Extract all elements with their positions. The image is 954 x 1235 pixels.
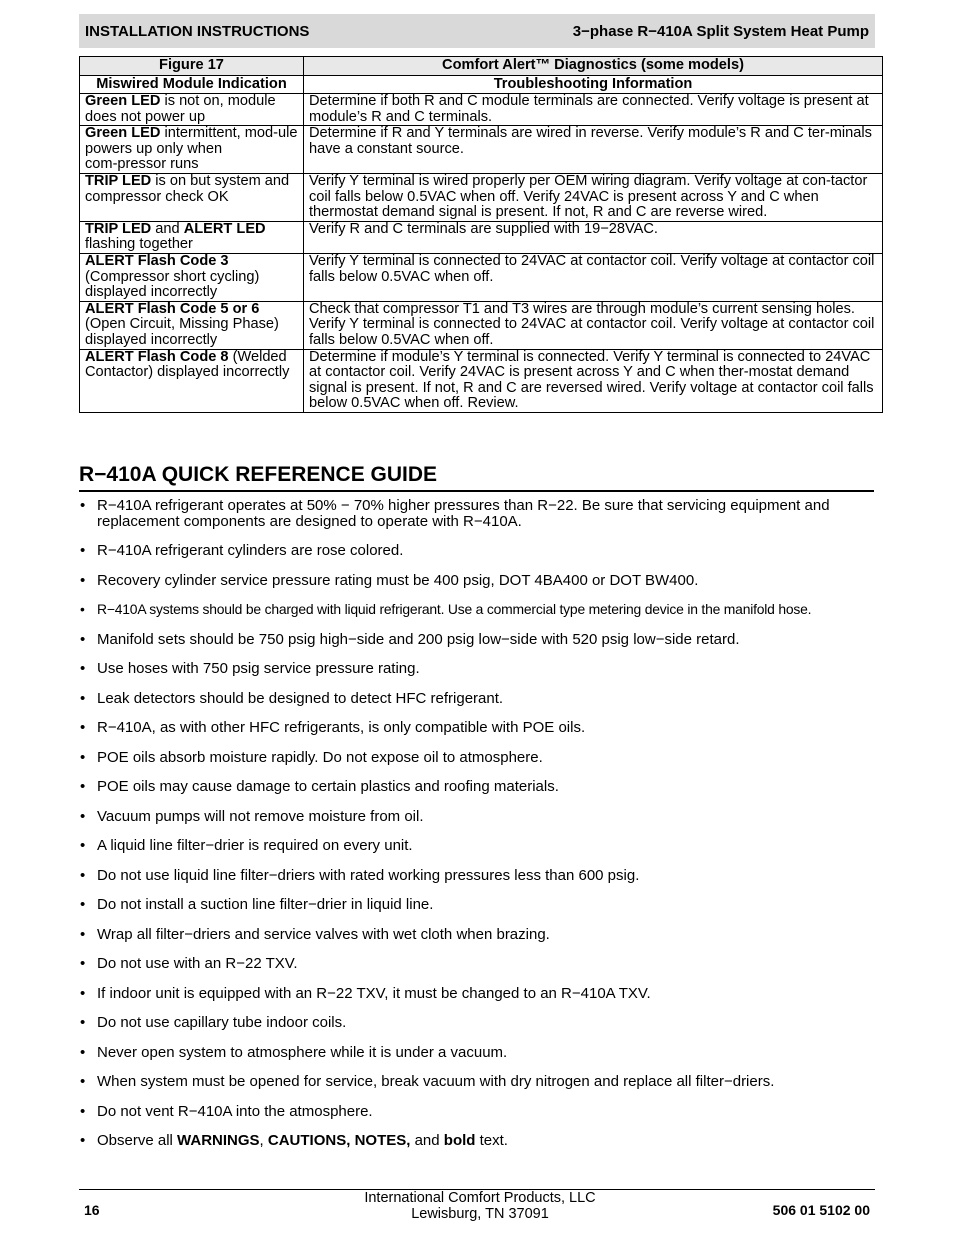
bullet-icon: • — [80, 542, 86, 559]
list-item-text: Never open system to atmosphere while it is under a vacuum. — [97, 1043, 508, 1061]
bullet-icon: • — [80, 1043, 86, 1061]
indication-bold-2: ALERT LED — [183, 220, 266, 237]
indication-bold: TRIP LED — [85, 172, 152, 189]
list-item-text: R−410A refrigerant cylinders are rose colored. — [97, 542, 404, 559]
bullet-icon: • — [80, 837, 86, 854]
troubleshooting-cell: Determine if module’s Y terminal is connected. Verify Y terminal is connected to 24VAC at contactor coil. Verify 24VAC is present across Y and C when ther‑mostat demand signal is present. If not, R and C are reversed wired. Verify voltage at contactor coil falls below 0.5VAC when off. Review. — [304, 349, 883, 412]
troubleshooting-cell: Determine if both R and C module terminals are connected. Verify voltage is present at module’s R and C terminals. — [304, 94, 883, 126]
table-caption: Comfort Alert™ Diagnostics (some models) — [304, 57, 883, 76]
column-header-troubleshooting: Troubleshooting Information — [304, 76, 883, 94]
bullet-icon: • — [80, 748, 86, 766]
troubleshooting-cell: Verify Y terminal is connected to 24VAC at contactor coil. Verify voltage at contactor coil falls below 0.5VAC when off. — [304, 253, 883, 301]
troubleshooting-cell: Determine if R and Y terminals are wired in reverse. Verify module’s R and C ter‑minals have a constant source. — [304, 126, 883, 174]
bullet-icon: • — [80, 896, 86, 913]
figure-label: Figure 17 — [80, 57, 304, 76]
table-row — [80, 94, 883, 126]
list-item-text: Observe all — [97, 1132, 178, 1149]
indication-text: (Open Circuit, Missing Phase) displayed incorrectly — [85, 316, 279, 348]
bullet-icon: • — [80, 1132, 86, 1149]
troubleshooting-cell: Check that compressor T1 and T3 wires are through module’s current sensing holes. Verify Y terminal is connected to 24VAC at contactor coil. Verify voltage at contactor coil falls below 0.5VAC when off. — [304, 301, 883, 349]
indication-cell — [80, 173, 304, 221]
bullet-icon: • — [80, 571, 86, 589]
bullet-icon: • — [80, 660, 86, 677]
table-caption-row — [80, 57, 883, 76]
list-item-text: POE oils absorb moisture rapidly. Do not expose oil to atmosphere. — [97, 748, 543, 766]
list-item-text: Use hoses with 750 psig service pressure rating. — [97, 660, 420, 677]
indication-joiner: and — [151, 220, 184, 237]
list-item — [79, 956, 879, 972]
bullet-icon: • — [80, 1102, 86, 1120]
bullet-icon: • — [80, 778, 86, 795]
indication-bold: ALERT Flash Code 3 — [85, 252, 229, 269]
separator: , — [259, 1132, 268, 1149]
list-item-text: R−410A, as with other HFC refrigerants, is only compatible with POE oils. — [97, 719, 586, 736]
list-item-text: Do not use capillary tube indoor coils. — [97, 1014, 347, 1031]
bullet-icon: • — [80, 1014, 86, 1031]
list-item — [79, 927, 879, 943]
indication-text: (Welded Contactor) displayed incorrectly — [85, 348, 290, 381]
list-item — [79, 1074, 879, 1090]
list-item — [79, 868, 879, 884]
indication-text: is not on, module does not power up — [85, 93, 276, 125]
list-item-text: Vacuum pumps will not remove moisture from oil. — [97, 807, 424, 825]
page-header-bar — [79, 14, 875, 48]
indication-text: flashing together — [85, 236, 193, 253]
list-item-text: R−410A refrigerant operates at 50% − 70% higher pressures than R−22. Be sure that servicing equipment and replacement components are designed to operate with R−410A. — [97, 497, 830, 530]
separator: and — [410, 1132, 444, 1149]
indication-bold: Green LED — [85, 93, 161, 109]
list-item — [79, 897, 879, 913]
company-name: International Comfort Products, LLC — [364, 1190, 596, 1206]
footer-company-block — [300, 1190, 660, 1222]
indication-bold: Green LED — [85, 125, 161, 142]
indication-bold: ALERT Flash Code 5 or 6 — [85, 300, 260, 317]
indication-cell — [80, 349, 304, 412]
list-item — [79, 1045, 879, 1061]
list-item-text: When system must be opened for service, break vacuum with dry nitrogen and replace all filter−driers. — [97, 1073, 775, 1090]
table-row — [80, 301, 883, 349]
list-item — [79, 809, 879, 825]
reference-guide-title: R−410A QUICK REFERENCE GUIDE — [79, 462, 874, 492]
company-city: Lewisburg, TN 37091 — [411, 1206, 549, 1222]
table-header-row — [80, 76, 883, 94]
diagnostics-table — [79, 56, 883, 413]
list-item — [79, 750, 879, 766]
bullet-icon: • — [80, 807, 86, 825]
list-item — [79, 720, 879, 736]
list-item-text: If indoor unit is equipped with an R−22 TXV, it must be changed to an R−410A TXV. — [97, 984, 651, 1002]
list-item — [79, 1133, 879, 1149]
indication-text: is on but system and compressor check OK — [85, 172, 290, 205]
indication-cell — [80, 126, 304, 174]
bullet-icon: • — [80, 866, 86, 884]
troubleshooting-cell: Verify Y terminal is wired properly per OEM wiring diagram. Verify voltage at con‑tactor coil falls below 0.5VAC when off. Verify 24VAC is present across Y and C when thermostat demand signal is present. If not, R and C are reverse wired. — [304, 173, 883, 221]
list-item — [79, 498, 879, 529]
list-item-text: Manifold sets should be 750 psig high−side and 200 psig low−side with 520 psig low−side retard. — [97, 630, 740, 648]
indication-bold: ALERT Flash Code 8 — [85, 348, 229, 365]
list-item — [79, 1104, 879, 1120]
bullet-icon: • — [80, 497, 86, 514]
reference-guide-list — [79, 498, 879, 1163]
list-item — [79, 632, 879, 648]
table-row — [80, 221, 883, 253]
list-item — [79, 543, 879, 559]
bullet-icon: • — [80, 1073, 86, 1090]
bullet-icon: • — [80, 955, 86, 972]
list-item — [79, 602, 879, 618]
indication-bold: TRIP LED — [85, 220, 152, 237]
list-item-text: A liquid line filter−drier is required on every unit. — [97, 837, 413, 854]
indication-cell — [80, 301, 304, 349]
column-header-indication: Miswired Module Indication — [80, 76, 304, 94]
bullet-icon: • — [80, 689, 86, 707]
list-item — [79, 838, 879, 854]
indication-text: (Compressor short cycling) displayed incorrectly — [85, 268, 260, 301]
table-row — [80, 349, 883, 412]
list-item-text: Do not install a suction line filter−drier in liquid line. — [97, 896, 434, 913]
list-item — [79, 986, 879, 1002]
warnings-word: WARNINGS — [177, 1132, 260, 1149]
page-number: 16 — [84, 1202, 100, 1218]
header-right-title: 3−phase R−410A Split System Heat Pump — [572, 22, 869, 40]
indication-cell — [80, 253, 304, 301]
list-item-text: Recovery cylinder service pressure rating must be 400 psig, DOT 4BA400 or DOT BW400. — [97, 571, 699, 589]
table-row — [80, 173, 883, 221]
bullet-icon: • — [80, 601, 85, 617]
list-item-text: POE oils may cause damage to certain plastics and roofing materials. — [97, 778, 559, 795]
bullet-icon: • — [80, 630, 86, 648]
troubleshooting-cell: Verify R and C terminals are supplied with 19−28VAC. — [304, 221, 883, 253]
cautions-word: CAUTIONS, — [267, 1132, 351, 1149]
list-item — [79, 779, 879, 795]
notes-word: NOTES, — [354, 1132, 411, 1149]
indication-cell — [80, 94, 304, 126]
bullet-icon: • — [80, 925, 86, 943]
list-item — [79, 691, 879, 707]
list-item-text-end: text. — [475, 1132, 508, 1149]
bullet-icon: • — [80, 984, 86, 1002]
bold-word: bold — [443, 1132, 476, 1149]
list-item-text: Do not vent R−410A into the atmosphere. — [97, 1102, 373, 1120]
list-item — [79, 1015, 879, 1031]
table-row — [80, 253, 883, 301]
list-item — [79, 573, 879, 589]
table-row — [80, 126, 883, 174]
list-item-text: Do not use liquid line filter−driers with rated working pressures less than 600 psig. — [97, 866, 640, 884]
indication-text: intermittent, mod‑ule powers up only when com‑pressor runs — [85, 125, 298, 173]
list-item-text: Wrap all filter−driers and service valves with wet cloth when brazing. — [97, 925, 550, 943]
document-code: 506 01 5102 00 — [772, 1202, 870, 1218]
list-item-text: Do not use with an R−22 TXV. — [97, 955, 298, 972]
header-left-title: INSTALLATION INSTRUCTIONS — [85, 22, 310, 40]
list-item — [79, 661, 879, 677]
bullet-icon: • — [80, 719, 86, 736]
list-item-text: R−410A systems should be charged with liquid refrigerant. Use a commercial type metering device in the manifold hose. — [97, 601, 812, 617]
indication-cell — [80, 221, 304, 253]
list-item-text: Leak detectors should be designed to detect HFC refrigerant. — [97, 689, 504, 707]
